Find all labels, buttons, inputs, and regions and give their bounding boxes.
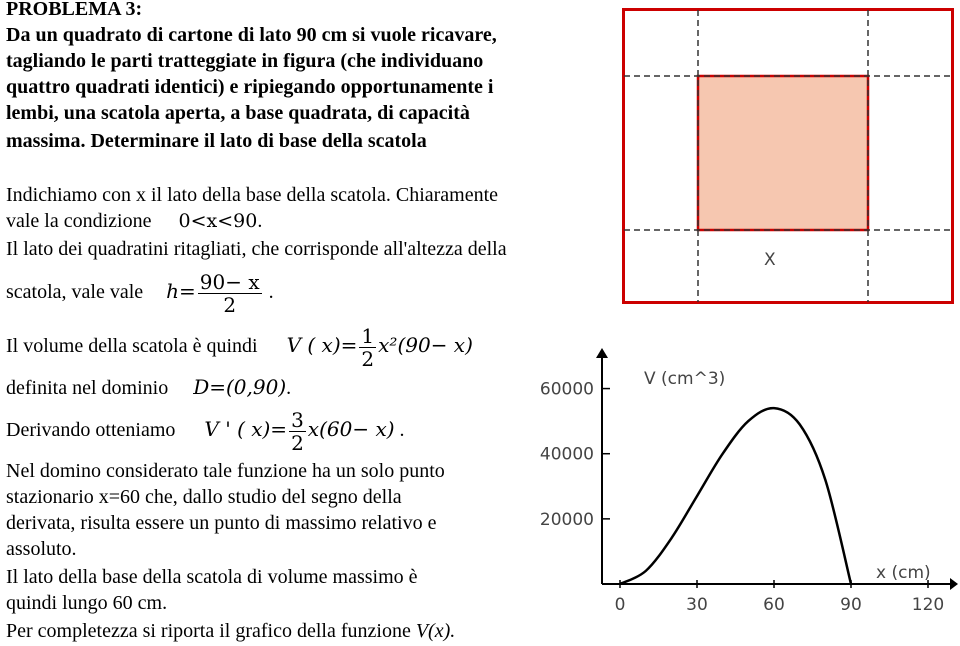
y-axis-arrow <box>596 348 608 358</box>
volume-text: Il volume della scatola è quindi <box>6 335 258 357</box>
x-tick-label: 0 <box>614 595 626 615</box>
statement-line-2: tagliando le parti tratteggiate in figura (che individuano <box>6 50 484 72</box>
x-axis-label: x (cm) <box>876 563 931 583</box>
y-tick-label: 60000 <box>539 379 594 400</box>
data-point <box>799 423 801 425</box>
y-tick-group <box>540 380 610 530</box>
height-denominator: 2 <box>223 292 237 317</box>
data-point <box>696 495 698 497</box>
series-line-volume <box>620 408 851 584</box>
derivative-text: Derivando otteniamo <box>6 419 176 441</box>
data-point <box>645 570 647 572</box>
y-tick-label: 20000 <box>539 509 594 530</box>
volume-fraction <box>359 325 376 370</box>
x-axis-arrow <box>950 578 958 590</box>
solution-line-3: Il lato dei quadratini ritagliati, che corrisponde all'altezza della <box>6 238 507 260</box>
derivative-numerator: 3 <box>291 407 304 432</box>
data-point <box>670 537 672 539</box>
side-label: X <box>764 250 776 270</box>
derivative-lhs: V ' ( x)= <box>204 417 288 441</box>
conclusion-line-3: derivata, risulta essere un punto di massimo relativo e <box>6 512 437 534</box>
derivative-rhs: x(60− x) <box>307 417 395 441</box>
data-point <box>850 583 852 585</box>
height-formula-line: scatola, vale vale h= $\frac{90- x}{2}$ . <box>6 269 274 317</box>
statement-line-4: lembi, una scatola aperta, a base quadrata, di capacità <box>6 102 470 124</box>
conclusion-line-4: assoluto. <box>6 538 77 560</box>
condition-text: vale la condizione <box>6 210 152 232</box>
volume-rhs: x²(90− x) <box>378 333 473 357</box>
height-text: scatola, vale vale <box>6 281 144 303</box>
cardboard-figure <box>622 8 954 304</box>
final-line <box>6 618 455 644</box>
derivative-line: Derivando otteniamo V ' ( x)= $\frac{3}{2}$ x(60− x) . <box>6 407 405 455</box>
domain-expr: D=(0,90) <box>193 375 287 399</box>
statement-line-5: massima. Determinare il lato di base della scatola <box>6 130 427 152</box>
volume-chart <box>520 342 958 618</box>
data-point <box>619 583 621 585</box>
volume-numerator: 1 <box>361 323 375 348</box>
conclusion-line-1: Nel domino considerato tale funzione ha un solo punto <box>6 460 445 482</box>
statement-line-1: Da un quadrato di cartone di lato 90 cm si vuole ricavare, <box>6 24 497 46</box>
problem-title: PROBLEMA 3: <box>6 0 143 20</box>
data-point <box>747 420 749 422</box>
data-point <box>824 479 826 481</box>
final-text: Per completezza si riporta il grafico della funzione <box>6 620 416 642</box>
box-base-square <box>698 76 868 230</box>
height-fraction <box>198 271 262 316</box>
height-numerator: 90− x <box>199 269 260 294</box>
statement-line-3: quattro quadrati identici) e ripiegando opportunamente i <box>6 76 494 98</box>
volume-lhs: V ( x)= <box>286 333 358 357</box>
data-point <box>722 453 724 455</box>
domain-text: definita nel dominio <box>6 377 169 399</box>
data-point <box>773 407 775 409</box>
y-tick-label: 40000 <box>539 444 594 465</box>
conclusion-line-6: quindi lungo 60 cm. <box>6 592 168 614</box>
final-function: V(x). <box>415 620 456 642</box>
x-tick-label: 120 <box>911 595 945 615</box>
derivative-denominator: 2 <box>291 430 304 455</box>
x-tick-group <box>615 580 945 615</box>
volume-line <box>6 322 473 370</box>
condition-expr: 0<x<90 <box>178 210 258 232</box>
solution-line-1: Indichiamo con x il lato della base della scatola. Chiaramente <box>6 184 499 206</box>
x-tick-label: 90 <box>840 595 862 615</box>
x-tick-label: 60 <box>763 595 785 615</box>
conclusion-line-2: stazionario x=60 che, dallo studio del segno della <box>6 486 402 508</box>
x-tick-label: 30 <box>686 595 708 615</box>
solution-line-2: vale la condizione 0<x<90. <box>6 210 263 232</box>
volume-denominator: 2 <box>361 346 375 371</box>
conclusion-line-5: Il lato della base della scatola di volume massimo è <box>6 566 418 588</box>
derivative-fraction <box>289 409 306 454</box>
height-lhs: h= <box>166 279 196 303</box>
y-axis-label: V (cm^3) <box>644 369 726 389</box>
domain-line: definita nel dominio D=(0,90). <box>6 375 292 399</box>
